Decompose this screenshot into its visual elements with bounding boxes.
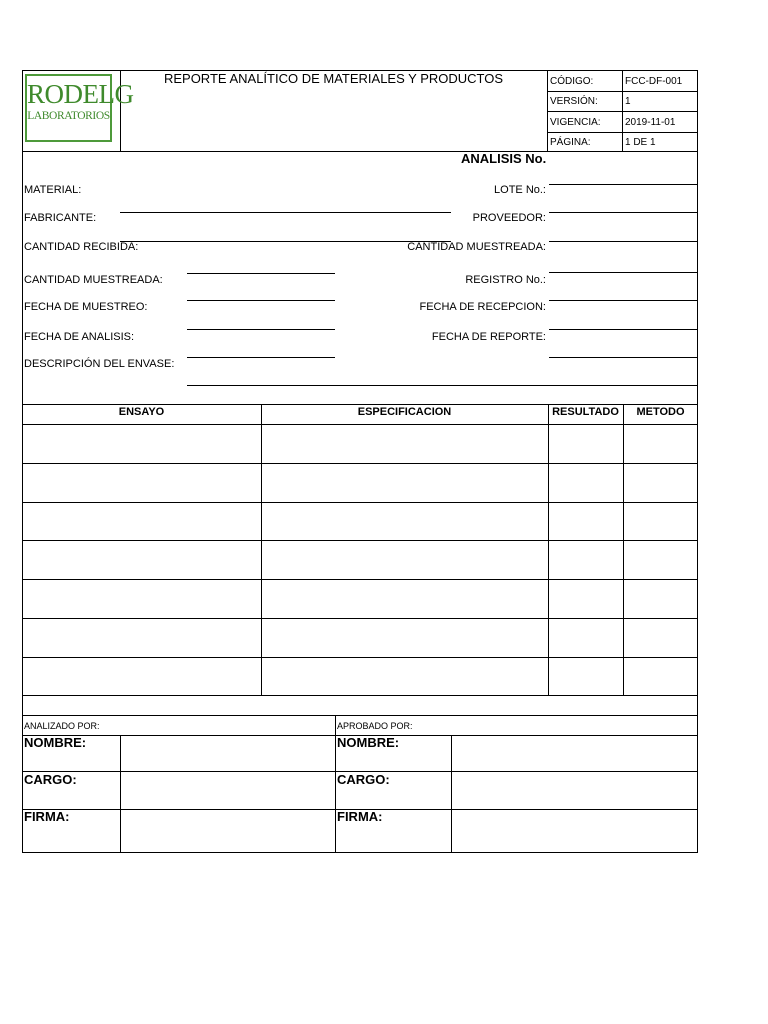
fecha-analisis-input-line[interactable] (187, 329, 335, 330)
fecha-muestreo-input-line[interactable] (187, 300, 335, 301)
fecha-recepcion-label: FECHA DE RECEPCION: (419, 301, 546, 313)
cantidad-recibida-label: CANTIDAD RECIBIDA: (24, 241, 139, 253)
col-divider (623, 404, 624, 696)
meta-row-line (547, 132, 698, 133)
meta-label-pagina: PÁGINA: (550, 137, 591, 148)
proveedor-label: PROVEEDOR: (472, 212, 546, 224)
descripcion-envase-input-line-2[interactable] (187, 385, 698, 386)
meta-label-version: VERSIÓN: (550, 96, 598, 107)
signature-left-label-divider (120, 735, 121, 853)
table-row-line (22, 463, 698, 464)
fecha-recepcion-input-line[interactable] (549, 329, 698, 330)
signature-right-label-divider (451, 735, 452, 853)
analizado-nombre-label: NOMBRE: (24, 735, 87, 750)
analizado-por-label: ANALIZADO POR: (24, 721, 100, 731)
spacer-left-border (22, 695, 23, 716)
meta-value-vigencia: 2019-11-01 (625, 117, 676, 128)
meta-row-line (547, 111, 698, 112)
table-row-line (22, 502, 698, 503)
cantidad-muestreada-label: CANTIDAD MUESTREADA: (24, 274, 163, 286)
spacer-right-border (697, 695, 698, 716)
table-row-line (22, 618, 698, 619)
registro-label: REGISTRO No.: (465, 274, 546, 286)
analizado-cargo-label: CARGO: (24, 772, 77, 787)
table-row-line (22, 657, 698, 658)
document-title: REPORTE ANALÍTICO DE MATERIALES Y PRODUCTOS (163, 71, 504, 86)
aprobado-por-label: APROBADO POR: (337, 721, 413, 731)
fecha-reporte-input-line[interactable] (549, 357, 698, 358)
table-row-line (22, 540, 698, 541)
aprobado-cargo-label: CARGO: (337, 772, 390, 787)
results-table (22, 404, 698, 696)
column-header-especificacion: ESPECIFICACION (357, 406, 452, 418)
cantidad-muestreada-right-input-line[interactable] (549, 272, 698, 273)
fecha-muestreo-label: FECHA DE MUESTREO: (24, 301, 148, 313)
analysis-number-label: ANALISIS No. (461, 151, 547, 166)
col-divider (548, 404, 549, 696)
logo-name: RODELG (27, 79, 134, 109)
meta-value-pagina: 1 DE 1 (625, 137, 656, 148)
meta-row-line (547, 91, 698, 92)
col-divider (261, 404, 262, 696)
column-header-ensayo: ENSAYO (118, 406, 165, 418)
meta-value-codigo: FCC-DF-001 (625, 76, 683, 87)
descripcion-envase-input-line[interactable] (187, 357, 335, 358)
lote-label: LOTE No.: (494, 184, 546, 196)
cantidad-muestreada-label: CANTIDAD MUESTREADA: (407, 241, 546, 253)
fecha-analisis-label: FECHA DE ANALISIS: (24, 331, 135, 343)
lote-input-line[interactable] (549, 212, 698, 213)
logo-subtitle: LABORATORIOS (27, 110, 110, 122)
meta-label-codigo: CÓDIGO: (550, 76, 594, 87)
fabricante-label: FABRICANTE: (24, 212, 97, 224)
meta-label-vigencia: VIGENCIA: (550, 117, 601, 128)
fecha-reporte-label: FECHA DE REPORTE: (431, 331, 546, 343)
material-label: MATERIAL: (24, 184, 82, 196)
column-header-resultado: RESULTADO (552, 406, 619, 418)
registro-input-line[interactable] (549, 300, 698, 301)
cantidad-recibida-input-line[interactable] (120, 241, 451, 242)
analizado-firma-label: FIRMA: (24, 809, 70, 824)
analisis-no-input-line[interactable] (549, 184, 698, 185)
table-row-line (22, 579, 698, 580)
aprobado-nombre-label: NOMBRE: (337, 735, 400, 750)
fabricante-input-line[interactable] (120, 212, 451, 213)
column-header-metodo: METODO (636, 406, 685, 418)
table-header-separator (22, 424, 698, 425)
aprobado-firma-label: FIRMA: (337, 809, 383, 824)
meta-value-version: 1 (625, 96, 631, 107)
proveedor-input-line[interactable] (549, 241, 698, 242)
cantidad-muestreada-input-line[interactable] (187, 273, 335, 274)
descripcion-envase-label: DESCRIPCIÓN DEL ENVASE: (24, 358, 175, 370)
company-logo (25, 74, 134, 142)
